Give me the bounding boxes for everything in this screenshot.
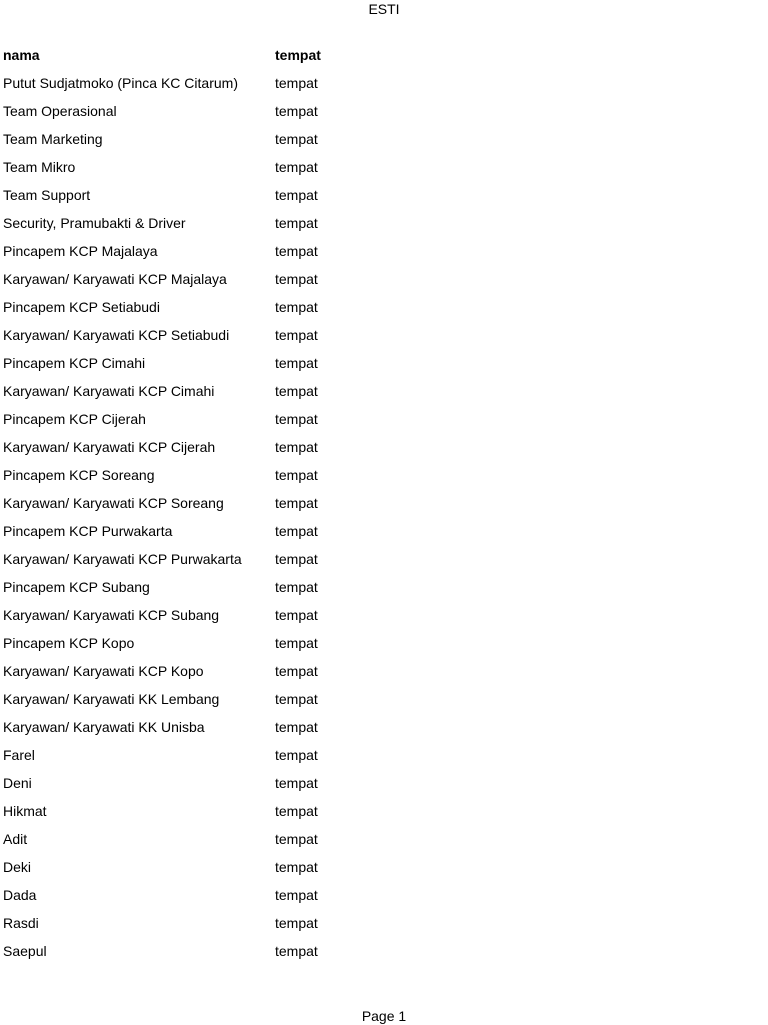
cell-tempat: tempat: [275, 271, 318, 287]
cell-nama: Team Support: [3, 187, 91, 203]
cell-nama: Karyawan/ Karyawati KCP Kopo: [3, 663, 204, 679]
table-row: [3, 769, 355, 797]
cell-nama: Hikmat: [3, 803, 47, 819]
table-row: [3, 825, 355, 853]
cell-tempat: tempat: [275, 75, 318, 91]
table-row: [3, 405, 355, 433]
page-number: Page 1: [361, 1008, 407, 1024]
cell-tempat: tempat: [275, 551, 318, 567]
cell-nama: Pincapem KCP Majalaya: [3, 243, 158, 259]
column-header-nama: nama: [3, 47, 40, 63]
cell-tempat: tempat: [275, 915, 318, 931]
cell-nama: Pincapem KCP Cijerah: [3, 411, 146, 427]
data-table: [3, 41, 355, 965]
cell-tempat: tempat: [275, 747, 318, 763]
cell-nama: Putut Sudjatmoko (Pinca KC Citarum): [3, 75, 238, 91]
cell-tempat: tempat: [275, 215, 318, 231]
cell-tempat: tempat: [275, 299, 318, 315]
table-row: [3, 377, 355, 405]
cell-nama: Karyawan/ Karyawati KCP Subang: [3, 607, 220, 623]
cell-nama: Karyawan/ Karyawati KK Lembang: [3, 691, 220, 707]
cell-nama: Pincapem KCP Setiabudi: [3, 299, 160, 315]
cell-nama: Karyawan/ Karyawati KCP Majalaya: [3, 271, 227, 287]
cell-nama: Team Mikro: [3, 159, 76, 175]
cell-tempat: tempat: [275, 635, 318, 651]
cell-tempat: tempat: [275, 327, 318, 343]
table-body: [3, 69, 355, 965]
table-row: [3, 629, 355, 657]
cell-tempat: tempat: [275, 775, 318, 791]
table-row: [3, 657, 355, 685]
cell-nama: Rasdi: [3, 915, 39, 931]
table-row: [3, 853, 355, 881]
table-row: [3, 97, 355, 125]
cell-nama: Farel: [3, 747, 35, 763]
table-row: [3, 153, 355, 181]
page-header-title: ESTI: [368, 1, 400, 17]
cell-nama: Karyawan/ Karyawati KCP Cimahi: [3, 383, 215, 399]
table-row: [3, 125, 355, 153]
table-row: [3, 741, 355, 769]
cell-tempat: tempat: [275, 383, 318, 399]
cell-tempat: tempat: [275, 243, 318, 259]
cell-tempat: tempat: [275, 411, 318, 427]
cell-nama: Pincapem KCP Cimahi: [3, 355, 146, 371]
table-row: [3, 909, 355, 937]
cell-nama: Karyawan/ Karyawati KCP Cijerah: [3, 439, 216, 455]
table-row: [3, 293, 355, 321]
table-row: [3, 545, 355, 573]
cell-nama: Adit: [3, 831, 28, 847]
cell-nama: Pincapem KCP Subang: [3, 579, 150, 595]
cell-tempat: tempat: [275, 355, 318, 371]
cell-tempat: tempat: [275, 131, 318, 147]
cell-tempat: tempat: [275, 663, 318, 679]
table-row: [3, 69, 355, 97]
cell-nama: Deni: [3, 775, 32, 791]
cell-nama: Karyawan/ Karyawati KCP Soreang: [3, 495, 224, 511]
table-row: [3, 181, 355, 209]
table-row: [3, 797, 355, 825]
table-row: [3, 237, 355, 265]
table-row: [3, 489, 355, 517]
cell-tempat: tempat: [275, 691, 318, 707]
cell-nama: Pincapem KCP Kopo: [3, 635, 135, 651]
table-row: [3, 349, 355, 377]
column-header-tempat: tempat: [275, 47, 321, 63]
table-row: [3, 209, 355, 237]
cell-tempat: tempat: [275, 943, 318, 959]
cell-nama: Team Operasional: [3, 103, 117, 119]
cell-tempat: tempat: [275, 495, 318, 511]
table-row: [3, 433, 355, 461]
table-row: [3, 685, 355, 713]
cell-tempat: tempat: [275, 579, 318, 595]
page-header: [0, 0, 768, 18]
cell-nama: Pincapem KCP Soreang: [3, 467, 155, 483]
cell-nama: Karyawan/ Karyawati KCP Setiabudi: [3, 327, 230, 343]
table-row: [3, 713, 355, 741]
table-header: [3, 41, 355, 69]
table-row: [3, 937, 355, 965]
cell-tempat: tempat: [275, 859, 318, 875]
cell-nama: Saepul: [3, 943, 47, 959]
cell-tempat: tempat: [275, 719, 318, 735]
cell-tempat: tempat: [275, 467, 318, 483]
table-row: [3, 321, 355, 349]
cell-nama: Security, Pramubakti & Driver: [3, 215, 186, 231]
table-row: [3, 881, 355, 909]
cell-nama: Karyawan/ Karyawati KCP Purwakarta: [3, 551, 242, 567]
cell-tempat: tempat: [275, 159, 318, 175]
cell-nama: Pincapem KCP Purwakarta: [3, 523, 173, 539]
cell-tempat: tempat: [275, 803, 318, 819]
page-footer: [0, 1007, 768, 1025]
cell-nama: Dada: [3, 887, 37, 903]
table-row: [3, 461, 355, 489]
cell-nama: Karyawan/ Karyawati KK Unisba: [3, 719, 205, 735]
cell-tempat: tempat: [275, 607, 318, 623]
cell-tempat: tempat: [275, 523, 318, 539]
table-row: [3, 517, 355, 545]
cell-nama: Deki: [3, 859, 32, 875]
cell-tempat: tempat: [275, 439, 318, 455]
cell-nama: Team Marketing: [3, 131, 103, 147]
table-row: [3, 601, 355, 629]
cell-tempat: tempat: [275, 187, 318, 203]
table-row: [3, 573, 355, 601]
table-header-row: [3, 41, 355, 69]
cell-tempat: tempat: [275, 831, 318, 847]
cell-tempat: tempat: [275, 887, 318, 903]
table-row: [3, 265, 355, 293]
cell-tempat: tempat: [275, 103, 318, 119]
